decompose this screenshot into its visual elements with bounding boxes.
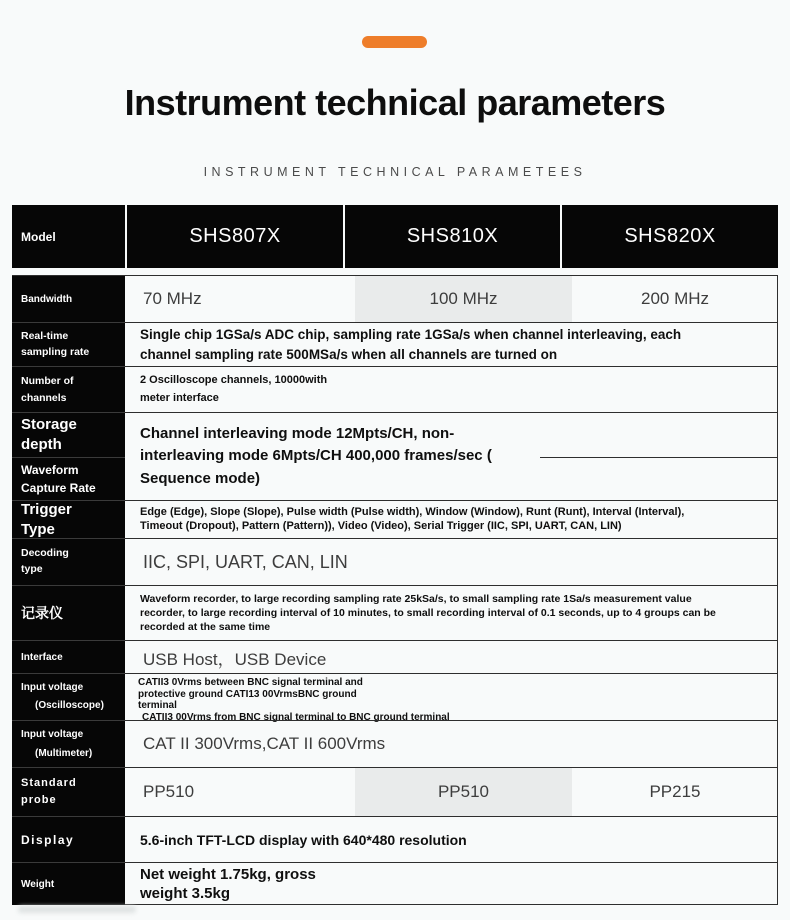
cell-line: terminal xyxy=(138,700,177,711)
cell-line: Net weight 1.75kg, gross xyxy=(140,865,316,883)
row-label-probe xyxy=(12,767,125,816)
row-label-line: Standard xyxy=(21,776,77,789)
row-label-line: Storage xyxy=(21,415,77,433)
cell-line: Waveform recorder, to large recording sampling rate 25kSa/s, to small sampling rate 1Sa/s measurement value xyxy=(140,592,692,605)
row-label-line: Decoding xyxy=(21,547,69,560)
accent-bar xyxy=(362,36,427,48)
cell-line: weight 3.5kg xyxy=(140,885,231,902)
cell-bandwidth-shs807x: 70 MHz xyxy=(143,289,202,308)
cell-line: interleaving mode 6Mpts/CH 400,000 frames/sec ( xyxy=(140,447,492,465)
row-label-line: probe xyxy=(21,794,57,806)
header-shs807x: SHS807X xyxy=(127,205,343,268)
cell-line: recorder, to large recording interval of 10 minutes, to small recording interval of 0.1 seconds, up to 4 groups can be xyxy=(140,606,716,619)
cell-line: recorded at the same time xyxy=(140,621,271,634)
row-label-line: (Oscilloscope) xyxy=(35,700,104,711)
cell-line: meter interface xyxy=(140,391,219,404)
cell-line: channel sampling rate 500MSa/s when all channels are turned on xyxy=(140,346,558,362)
cell-bandwidth xyxy=(125,275,778,322)
row-label-input-voltage-mult xyxy=(12,720,125,767)
row-label-text: Interface xyxy=(21,651,63,663)
cell-line: Sequence mode) xyxy=(140,469,261,487)
row-label-bandwidth xyxy=(12,275,125,322)
cell-line: 2 Oscilloscope channels, 10000with xyxy=(140,373,328,386)
row-label-line: Type xyxy=(21,520,55,538)
row-label-recorder xyxy=(12,585,125,640)
cell-probe xyxy=(125,767,778,816)
cell-bandwidth-shs810x: 100 MHz xyxy=(355,276,572,322)
cell-line: Channel interleaving mode 12Mpts/CH, non- xyxy=(140,424,455,442)
cell-display xyxy=(125,816,778,862)
cell-line: Timeout (Dropout), Pattern (Pattern)), Video (Video), Serial Trigger (IIC, SPI, UART, CAN, LIN) xyxy=(140,519,622,532)
cell-decoding xyxy=(125,538,778,585)
header-shs810x: SHS810X xyxy=(345,205,560,268)
cell-recorder xyxy=(125,585,778,640)
row-label-line: type xyxy=(21,563,43,575)
row-label-line: sampling rate xyxy=(21,345,90,358)
cell-text: 5.6-inch TFT-LCD display with 640*480 resolution xyxy=(140,831,467,848)
cell-weight xyxy=(125,862,778,905)
cell-interface xyxy=(125,640,778,673)
row-label-text: Display xyxy=(21,832,75,847)
cell-line: protective ground CATI13 00VrmsBNC ground xyxy=(138,688,357,700)
row-label-text: 记录仪 xyxy=(21,605,63,621)
row-label-line: Waveform xyxy=(21,463,79,477)
cell-line: Single chip 1GSa/s ADC chip, sampling rate 1GSa/s when channel interleaving, each xyxy=(140,326,682,342)
cell-sampling xyxy=(125,322,778,366)
row-label-sampling xyxy=(12,322,125,366)
row-label-decoding xyxy=(12,538,125,585)
row-label-line: Trigger xyxy=(21,501,72,518)
table-shadow xyxy=(18,906,136,913)
header-model-cell: Model xyxy=(12,205,125,268)
partial-row-divider xyxy=(540,457,778,458)
row-label-line: Number of xyxy=(21,374,74,387)
header-shs820x: SHS820X xyxy=(562,205,778,268)
row-label-line: (Multimeter) xyxy=(35,748,93,759)
table-right-border xyxy=(777,275,778,905)
cell-trigger xyxy=(125,500,778,538)
cell-channels xyxy=(125,366,778,412)
page-title: Instrument technical parameters xyxy=(124,82,666,123)
cell-input-voltage-osc xyxy=(125,673,778,723)
row-label-channels xyxy=(12,366,125,412)
row-label-trigger-type xyxy=(12,500,125,538)
cell-text: IIC, SPI, UART, CAN, LIN xyxy=(143,551,348,572)
row-label-line: Input voltage xyxy=(21,729,84,740)
page-subtitle: INSTRUMENT TECHNICAL PARAMETEES xyxy=(203,165,587,179)
cell-line: CATII3 0Vrms between BNC signal terminal and xyxy=(138,677,363,688)
cell-text: USB Host，USB Device xyxy=(143,649,327,669)
row-label-text: Weight xyxy=(21,878,55,890)
spec-table xyxy=(12,205,778,905)
cell-storage-waveform-merged xyxy=(125,412,778,500)
row-label-interface xyxy=(12,640,125,673)
row-label-waveform-capture xyxy=(12,457,125,500)
cell-line: CATII3 00Vrms from BNC signal terminal to BNC ground terminal xyxy=(142,711,450,723)
row-label-line: Input voltage xyxy=(21,682,84,693)
cell-probe-shs820x: PP215 xyxy=(649,782,701,801)
cell-bandwidth-shs820x: 200 MHz xyxy=(640,289,710,308)
cell-line: Edge (Edge), Slope (Slope), Pulse width (Pulse width), Window (Window), Runt (Runt), Interval (Interval), xyxy=(140,505,685,518)
cell-text: CAT II 300Vrms,CAT II 600Vrms xyxy=(143,734,386,753)
row-label-weight xyxy=(12,862,125,905)
cell-probe-shs810x: PP510 xyxy=(355,768,572,816)
cell-probe-shs807x: PP510 xyxy=(143,782,195,801)
row-label-line: Capture Rate xyxy=(21,481,96,495)
row-label-line: channels xyxy=(21,391,67,404)
row-label-line: depth xyxy=(21,436,62,453)
cell-input-voltage-mult xyxy=(125,720,778,767)
row-label-input-voltage-osc xyxy=(12,673,125,720)
row-label-line: Real-time xyxy=(21,329,69,342)
row-label-text: Bandwidth xyxy=(21,293,73,305)
table-bottom-border xyxy=(125,904,778,905)
row-label-display xyxy=(12,816,125,862)
row-label-storage-depth xyxy=(12,412,125,457)
